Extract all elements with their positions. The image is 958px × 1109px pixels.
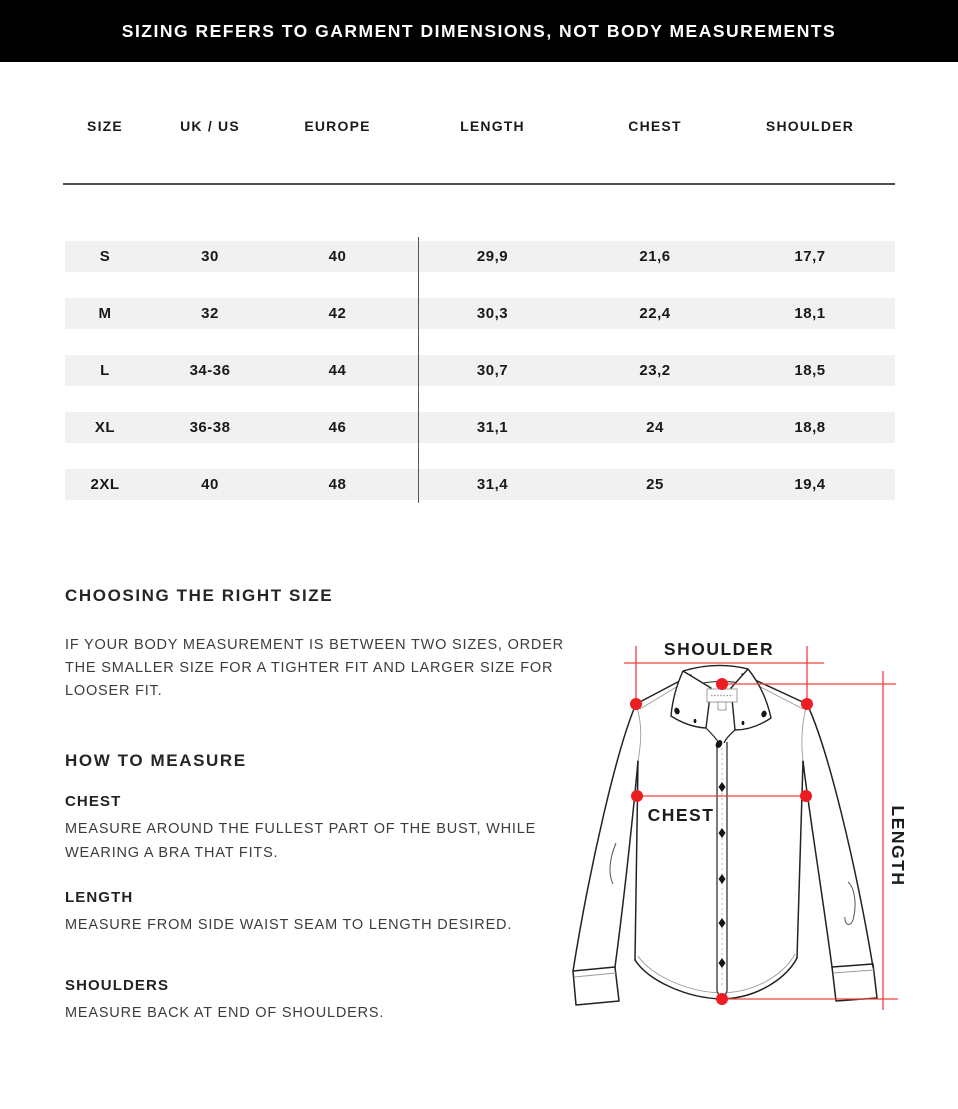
cell-uk-us: 34-36 xyxy=(189,362,231,379)
table-row xyxy=(65,355,895,386)
diagram-label-chest: CHEST xyxy=(647,805,715,825)
measure-text: MEASURE BACK AT END OF SHOULDERS. xyxy=(65,1005,385,1021)
measure-label: LENGTH xyxy=(65,889,134,906)
shirt-measurement-diagram xyxy=(545,630,948,1045)
measure-text: MEASURE AROUND THE FULLEST PART OF THE BUST, WHILE WEARING A BRA THAT FITS. xyxy=(65,821,537,861)
banner-text: SIZING REFERS TO GARMENT DIMENSIONS, NOT BODY MEASUREMENTS xyxy=(121,20,837,41)
cell-uk-us: 36-38 xyxy=(189,419,231,436)
table-row xyxy=(65,241,895,272)
size-table-header xyxy=(65,118,895,134)
shirt-button xyxy=(719,828,726,838)
cell-length: 30,3 xyxy=(476,305,509,322)
choosing-size-section xyxy=(65,586,575,703)
shirt-button xyxy=(719,782,726,792)
measure-length-block xyxy=(65,889,545,937)
table-row xyxy=(65,469,895,500)
diagram-label-length: LENGTH xyxy=(888,805,908,887)
cell-size: 2XL xyxy=(90,476,120,493)
cell-size: XL xyxy=(94,419,116,436)
header-rule xyxy=(63,183,895,185)
measure-shoulders-block xyxy=(65,977,545,1025)
cell-shoulder: 17,7 xyxy=(794,248,826,265)
cell-europe: 44 xyxy=(328,362,347,379)
column-header-length: LENGTH xyxy=(460,118,525,134)
section-body: IF YOUR BODY MEASUREMENT IS BETWEEN TWO SIZES, ORDER THE SMALLER SIZE FOR A TIGHTER FIT AND LARGER SIZE FOR LOOSER FIT. xyxy=(65,637,564,699)
measurement-points xyxy=(630,678,813,1005)
chest-point-right xyxy=(800,790,812,802)
how-to-measure-title: HOW TO MEASURE xyxy=(65,751,247,770)
diagram-label-shoulder: SHOULDER xyxy=(663,639,775,659)
column-header-size: SIZE xyxy=(87,118,123,134)
cell-europe: 40 xyxy=(328,248,347,265)
cell-size: L xyxy=(100,362,110,379)
chest-point-left xyxy=(631,790,643,802)
table-row xyxy=(65,298,895,329)
measure-chest-block xyxy=(65,793,545,865)
shirt-button xyxy=(714,739,723,749)
column-header-chest: CHEST xyxy=(628,118,682,134)
size-table-body xyxy=(65,241,895,526)
shirt-button xyxy=(719,958,726,968)
cell-uk-us: 30 xyxy=(201,248,219,265)
shirt-collar xyxy=(671,665,771,743)
hem-point xyxy=(716,993,728,1005)
cell-uk-us: 40 xyxy=(201,476,219,493)
cell-chest: 22,4 xyxy=(639,305,671,322)
column-header-europe: EUROPE xyxy=(304,118,371,134)
cell-length: 31,4 xyxy=(476,476,509,493)
collar-point xyxy=(716,678,728,690)
cell-length: 31,1 xyxy=(476,419,509,436)
cell-length: 29,9 xyxy=(476,248,509,265)
cell-length: 30,7 xyxy=(476,362,509,379)
shirt-outline xyxy=(573,674,877,1005)
section-title: CHOOSING THE RIGHT SIZE xyxy=(65,586,334,605)
cell-shoulder: 18,5 xyxy=(794,362,826,379)
table-row xyxy=(65,412,895,443)
measure-label: SHOULDERS xyxy=(65,977,170,994)
cell-europe: 42 xyxy=(328,305,347,322)
measure-text: MEASURE FROM SIDE WAIST SEAM TO LENGTH DESIRED. xyxy=(65,917,513,933)
cell-chest: 21,6 xyxy=(639,248,671,265)
sleeve-creases xyxy=(610,843,855,924)
measure-label: CHEST xyxy=(65,793,122,810)
cell-chest: 25 xyxy=(646,476,664,493)
top-banner xyxy=(0,0,958,62)
cell-shoulder: 19,4 xyxy=(794,476,826,493)
cell-chest: 23,2 xyxy=(639,362,671,379)
column-header-shoulder: SHOULDER xyxy=(765,118,855,134)
cell-size: M xyxy=(98,305,112,322)
shirt-button xyxy=(719,918,726,928)
cell-chest: 24 xyxy=(646,419,664,436)
cell-shoulder: 18,1 xyxy=(794,305,826,322)
shoulder-point-right xyxy=(801,698,813,710)
shoulder-point-left xyxy=(630,698,642,710)
cell-shoulder: 18,8 xyxy=(794,419,826,436)
shirt-illustration xyxy=(545,630,948,1045)
button-placket xyxy=(714,739,727,1002)
cell-europe: 48 xyxy=(328,476,347,493)
cell-europe: 46 xyxy=(328,419,347,436)
column-header-uk-us: UK / US xyxy=(180,118,240,134)
table-vertical-divider xyxy=(418,237,419,503)
cell-size: S xyxy=(99,248,111,265)
cell-uk-us: 32 xyxy=(201,305,219,322)
shirt-button xyxy=(719,874,726,884)
